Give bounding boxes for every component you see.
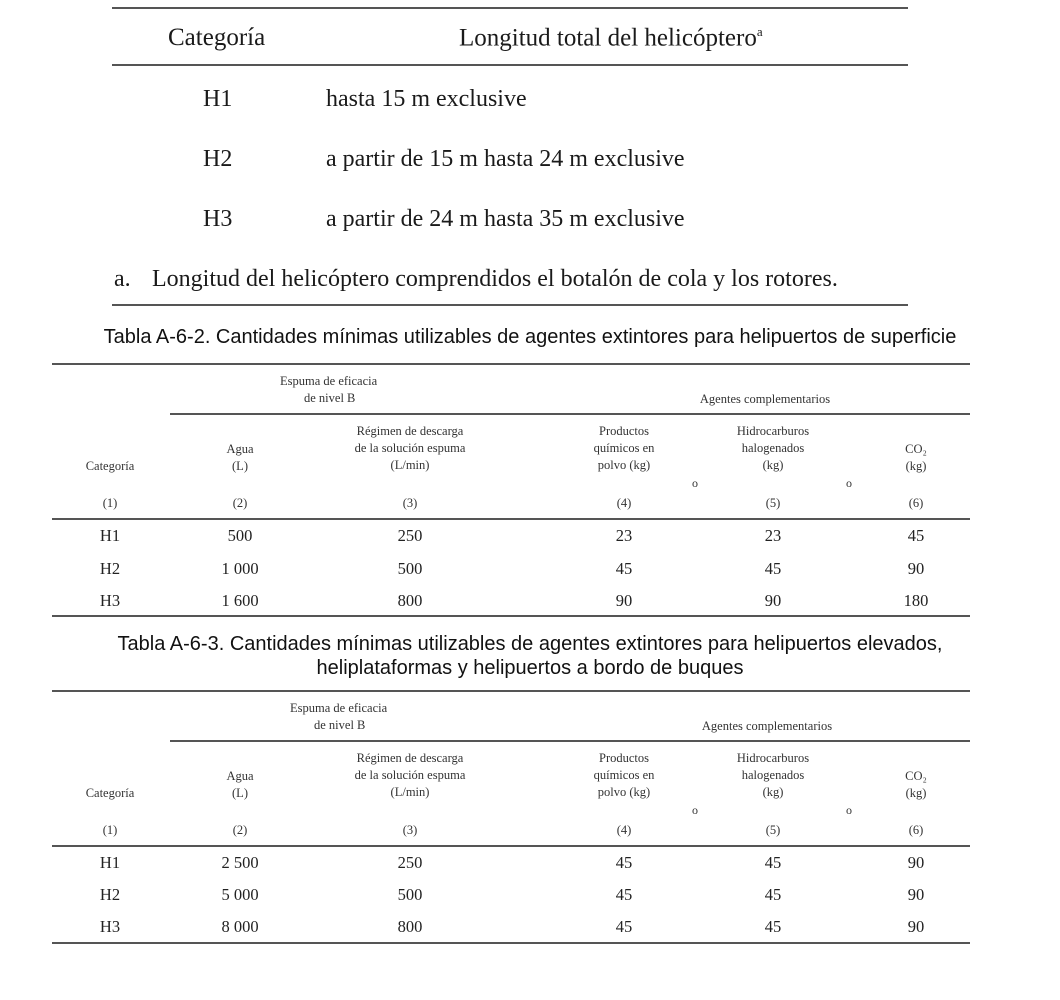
table1-row-desc: a partir de 24 m hasta 35 m exclusive [326, 206, 685, 232]
cell: 45 [907, 526, 925, 545]
table2-caption: Tabla A-6-2. Cantidades mínimas utilizables de agentes extintores para helipuertos de superficie [103, 326, 957, 348]
header-line: halogenados [741, 768, 805, 782]
table1-header-category: Categoría [168, 24, 266, 51]
foam-group-line: de nivel B [314, 718, 366, 732]
cell: 45 [764, 885, 782, 904]
header-line: (L) [232, 459, 248, 473]
header-line: Régimen de descarga [356, 424, 464, 438]
header-category: Categoría [85, 786, 135, 800]
header-line: Hidrocarburos [736, 751, 810, 765]
header-line: polvo (kg) [597, 785, 651, 799]
cell: 45 [764, 853, 782, 872]
table2-bottom-rule [52, 615, 970, 617]
table3-top-rule [52, 690, 970, 692]
header-line: polvo (kg) [597, 458, 651, 472]
header-line: Productos [599, 751, 649, 765]
col-number: (2) [232, 496, 248, 510]
header-line: químicos en [593, 768, 655, 782]
cell: 90 [764, 591, 782, 610]
header-line: (L/min) [390, 785, 430, 799]
cell: H1 [99, 853, 121, 872]
cell: 250 [397, 853, 423, 872]
table1-header-footnote-mark: a [756, 24, 763, 39]
table2-header-rule [52, 518, 970, 520]
cell: H2 [99, 885, 121, 904]
cell: 500 [227, 526, 253, 545]
header-line: Agua [226, 442, 254, 456]
cell: 45 [615, 853, 633, 872]
col-number: (4) [616, 823, 632, 837]
foam-group-line: de nivel B [304, 391, 356, 405]
or-connector: o [846, 476, 852, 490]
cell: H1 [99, 526, 121, 545]
cell: 90 [907, 917, 925, 936]
foam-group-line: Espuma de eficacia [280, 374, 378, 388]
header-line: CO₂ [905, 769, 927, 783]
table2-group-rule [170, 413, 970, 415]
table1-footnote-marker: a. [114, 266, 131, 292]
table1-header-rule [112, 64, 908, 66]
cell: 500 [397, 559, 423, 578]
cell: 45 [615, 885, 633, 904]
header-line: de la solución espuma [354, 441, 466, 455]
header-water [200, 768, 280, 802]
table3-caption-line: heliplataformas y helipuertos a bordo de buques [316, 657, 744, 679]
header-line: halogenados [741, 441, 805, 455]
header-line: (kg) [762, 458, 784, 472]
header-line: (kg) [762, 785, 784, 799]
header-line: (L/min) [390, 458, 430, 472]
header-line: Agua [226, 769, 254, 783]
cell: 90 [907, 853, 925, 872]
header-water [200, 441, 280, 475]
foam-group-line: Espuma de eficacia [290, 701, 388, 715]
col-number: (3) [402, 823, 418, 837]
col-number: (4) [616, 496, 632, 510]
table1-bottom-rule [112, 304, 908, 306]
col-number: (1) [102, 823, 118, 837]
header-line: (kg) [905, 459, 927, 473]
cell: 90 [615, 591, 633, 610]
col-number: (6) [908, 823, 924, 837]
header-line: químicos en [593, 441, 655, 455]
header-co2 [886, 441, 946, 475]
header-line: Régimen de descarga [356, 751, 464, 765]
cell: 45 [615, 917, 633, 936]
table1-row-desc: hasta 15 m exclusive [326, 86, 527, 112]
table3-group-rule [170, 740, 970, 742]
or-connector: o [692, 476, 698, 490]
header-line: Hidrocarburos [736, 424, 810, 438]
foam-group-header [290, 700, 400, 734]
cell: 23 [764, 526, 782, 545]
cell: 45 [764, 917, 782, 936]
cell: 500 [397, 885, 423, 904]
cell: 2 500 [221, 853, 259, 872]
col-number: (5) [765, 823, 781, 837]
table1-row-desc: a partir de 15 m hasta 24 m exclusive [326, 146, 685, 172]
or-connector: o [692, 803, 698, 817]
table1-footnote: Longitud del helicóptero comprendidos el botalón de cola y los rotores. [152, 266, 838, 292]
table3-bottom-rule [52, 942, 970, 944]
table1-top-rule [112, 7, 908, 9]
cell: 800 [397, 917, 423, 936]
header-discharge-rate [320, 750, 500, 801]
header-line: CO₂ [905, 442, 927, 456]
table1-header-length-text: Longitud total del helicóptero [459, 24, 757, 52]
table3-header-rule [52, 845, 970, 847]
table1-header-length [459, 24, 763, 52]
col-number: (2) [232, 823, 248, 837]
header-dry-chemical [574, 423, 674, 474]
or-connector: o [846, 803, 852, 817]
col-number: (1) [102, 496, 118, 510]
complementary-group-header: Agentes complementarios [701, 719, 833, 733]
cell: 8 000 [221, 917, 259, 936]
header-category: Categoría [85, 459, 135, 473]
col-number: (3) [402, 496, 418, 510]
foam-group-header [280, 373, 390, 407]
agents-table-elevated [0, 690, 1060, 950]
table3-caption [20, 632, 1040, 680]
cell: H3 [99, 591, 121, 610]
header-line: Productos [599, 424, 649, 438]
cell: 5 000 [221, 885, 259, 904]
cell: 250 [397, 526, 423, 545]
cell: 45 [615, 559, 633, 578]
cell: H2 [99, 559, 121, 578]
cell: 180 [903, 591, 929, 610]
header-discharge-rate [320, 423, 500, 474]
complementary-group-header: Agentes complementarios [699, 392, 831, 406]
header-line: (kg) [905, 786, 927, 800]
header-halogenated [713, 750, 833, 801]
table1-row-cat: H1 [203, 86, 233, 112]
header-co2 [886, 768, 946, 802]
table1-row-cat: H2 [203, 146, 233, 172]
cell: H3 [99, 917, 121, 936]
table2-top-rule [52, 363, 970, 365]
table1-row-cat: H3 [203, 206, 233, 232]
header-halogenated [713, 423, 833, 474]
cell: 800 [397, 591, 423, 610]
col-number: (6) [908, 496, 924, 510]
agents-table-surface [0, 363, 1060, 623]
cell: 45 [764, 559, 782, 578]
header-line: de la solución espuma [354, 768, 466, 782]
table3-caption-line: Tabla A-6-3. Cantidades mínimas utilizables de agentes extintores para helipuertos elevados, [117, 633, 943, 655]
cell: 90 [907, 559, 925, 578]
cell: 23 [615, 526, 633, 545]
cell: 1 000 [221, 559, 259, 578]
cell: 1 600 [221, 591, 259, 610]
col-number: (5) [765, 496, 781, 510]
header-line: (L) [232, 786, 248, 800]
cell: 90 [907, 885, 925, 904]
header-dry-chemical [574, 750, 674, 801]
